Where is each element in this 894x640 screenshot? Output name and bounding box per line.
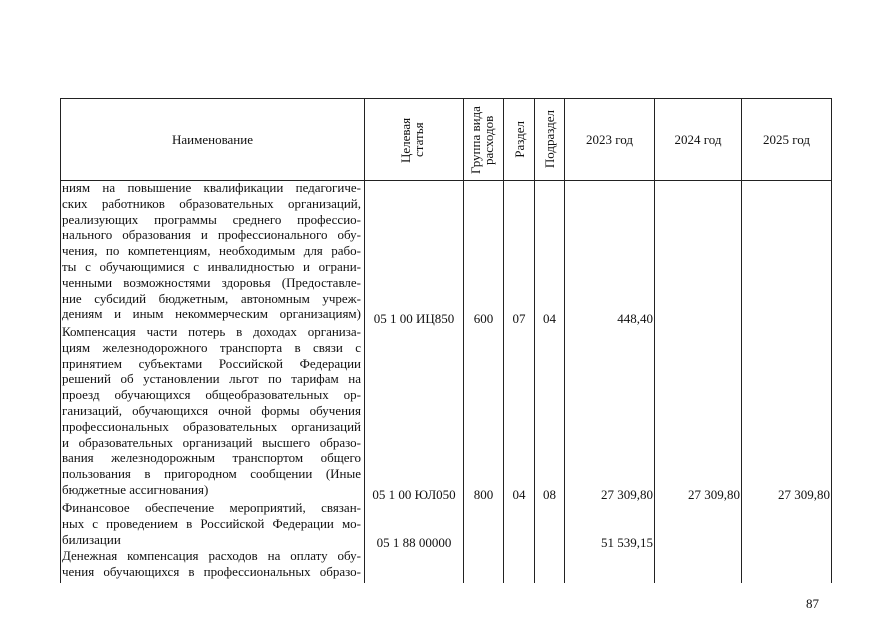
header-section-text: Раздел: [511, 121, 527, 158]
description-line: нального образования и профессионального обу-: [62, 227, 361, 243]
row-1-section: 07: [512, 311, 526, 326]
row-2-2024: 27 309,80: [688, 487, 740, 502]
description-line: ских работников образовательных организаций,: [62, 195, 361, 211]
description-line: принятием субъектами Российской Федерации: [62, 355, 361, 371]
row-1-group: 600: [473, 311, 494, 326]
description-line: пользования в пригородном сообщении (Иные: [62, 466, 361, 482]
header-target-article-text: Целевая статья: [398, 116, 426, 163]
description-line: ние субсидий бюджетным, автономным учреж-: [62, 290, 361, 306]
description-line: профессиональных образовательных организаций: [62, 418, 361, 434]
description-line: реализующих программы среднего профессио-: [62, 211, 361, 227]
header-subsection: [535, 99, 564, 180]
description-line: ченными возможностями здоровья (Предоставле-: [62, 274, 361, 290]
description-line: вания железнодорожным транспортом общего: [62, 450, 361, 466]
description-line: и образовательных организаций высшего образо-: [62, 434, 361, 450]
page-number: 87: [806, 596, 819, 611]
header-2023: [565, 99, 654, 180]
row-2-group: 800: [473, 487, 494, 502]
row-1-2023: 448,40: [617, 311, 653, 326]
header-subsection-text: Подраздел: [542, 110, 557, 169]
header-expense-group-text: Группа вида расходов: [467, 105, 496, 174]
header-2024-text: 2024 год: [674, 131, 722, 147]
header-2025: [742, 99, 831, 180]
description-line: ты с обучающимися с инвалидностью и ограни-: [62, 258, 361, 274]
row-2-code: 05 1 00 ЮЛ050: [372, 487, 456, 502]
row-2-subsection: 08: [543, 487, 556, 502]
description-line: проезд обучающихся общеобразовательных ор-: [62, 387, 361, 403]
header-name-text: Наименование: [172, 131, 253, 147]
row-1-description: [62, 180, 361, 322]
description-line: Компенсация части потерь в доходах организа-: [62, 324, 361, 339]
header-expense-group: [464, 99, 503, 180]
description-line: Денежная компенсация расходов на оплату обу-: [62, 548, 361, 563]
header-target-article: [365, 99, 463, 180]
description-line: решений об установлении льгот по тарифам на: [62, 371, 361, 387]
row-2-section: 04: [512, 487, 526, 502]
budget-table: [60, 98, 832, 583]
description-line: циям железнодорожного транспорта в связи с: [62, 339, 361, 355]
row-3-2023: 51 539,15: [601, 535, 653, 550]
description-line: ниям на повышение квалификации педагогиче-: [62, 180, 361, 195]
description-line: чения, по компетенциям, необходимым для рабо-: [62, 243, 361, 259]
description-line: ных с проведением в Российской Федерации мо-: [62, 515, 361, 531]
header-2025-text: 2025 год: [763, 131, 810, 147]
description-line: дениям и иным некоммерческим организациям): [62, 306, 361, 322]
row-2-2025: 27 309,80: [778, 487, 830, 502]
description-line: бюджетные ассигнования): [62, 481, 209, 497]
header-section: [504, 99, 534, 180]
row-3-code: 05 1 88 00000: [376, 535, 452, 550]
row-2-description: [62, 324, 361, 498]
description-line: Финансовое обеспечение мероприятий, связан-: [62, 500, 361, 515]
description-line: ганизаций, обучающихся очной формы обучения: [62, 402, 361, 418]
header-2024: [655, 99, 741, 180]
header-2023-text: 2023 год: [586, 131, 633, 147]
row-1-code: 05 1 00 ИЦ850: [373, 311, 455, 326]
description-line: чения обучающихся в профессиональных образо-: [62, 563, 361, 579]
row-2-2023: 27 309,80: [601, 487, 653, 502]
row-3-description: [62, 500, 361, 547]
header-name: [61, 99, 364, 180]
col-border: [831, 98, 832, 583]
description-line: билизации: [62, 531, 121, 547]
row-1-subsection: 04: [543, 311, 556, 326]
row-4-description: [62, 548, 361, 580]
